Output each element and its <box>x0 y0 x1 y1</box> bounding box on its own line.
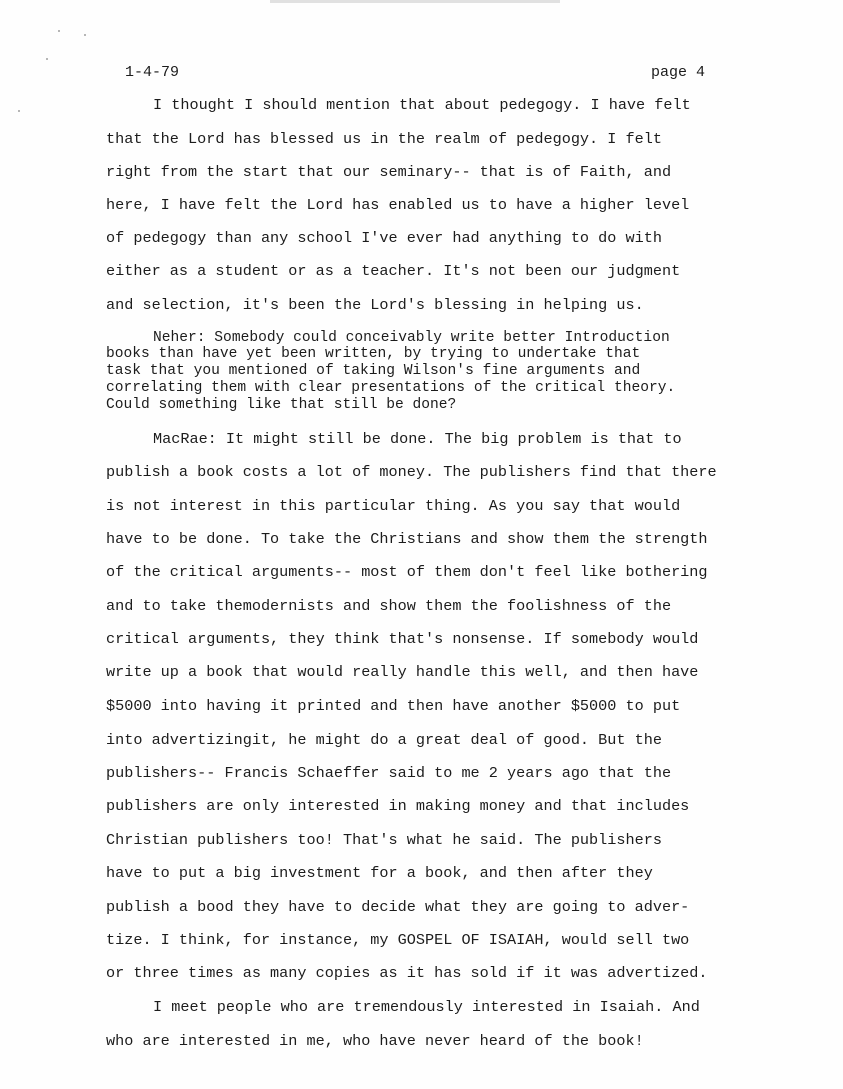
paragraph-line: have to put a big investment for a book, and then after they <box>106 864 653 882</box>
scan-speck <box>46 58 48 60</box>
paragraph-line: into advertizingit, he might do a great deal of good. But the <box>106 731 662 749</box>
scan-top-mark <box>270 0 560 3</box>
paragraph-line: MacRae: It might still be done. The big problem is that to <box>153 430 682 448</box>
paragraph-line: and to take themodernists and show them the foolishness of the <box>106 597 672 615</box>
paragraph-line: I thought I should mention that about pedegogy. I have felt <box>153 96 691 114</box>
paragraph-line: publishers-- Francis Schaeffer said to me 2 years ago that the <box>106 764 672 782</box>
paragraph-line: task that you mentioned of taking Wilson's fine arguments and <box>106 363 641 379</box>
header-date: 1-4-79 <box>125 64 180 81</box>
paragraph-line: Could something like that still be done? <box>106 397 457 413</box>
paragraph-line: and selection, it's been the Lord's blessing in helping us. <box>106 296 644 314</box>
paragraph-line: correlating them with clear presentations of the critical theory. <box>106 380 676 396</box>
paragraph-line: either as a student or as a teacher. It's not been our judgment <box>106 262 681 280</box>
paragraph-line: Christian publishers too! That's what he said. The publishers <box>106 831 662 849</box>
paragraph-line: write up a book that would really handle this well, and then have <box>106 663 699 681</box>
paragraph-line: that the Lord has blessed us in the realm of pedegogy. I felt <box>106 130 662 148</box>
paragraph-line: I meet people who are tremendously interested in Isaiah. And <box>153 998 700 1016</box>
scan-speck <box>58 30 60 32</box>
paragraph-line: publish a book costs a lot of money. The publishers find that there <box>106 463 717 481</box>
page-header <box>125 64 705 84</box>
paragraph-line: publishers are only interested in making money and that includes <box>106 797 690 815</box>
paragraph-line: tize. I think, for instance, my GOSPEL OF ISAIAH, would sell two <box>106 931 690 949</box>
paragraph-line: $5000 into having it printed and then have another $5000 to put <box>106 697 681 715</box>
paragraph-line: is not interest in this particular thing. As you say that would <box>106 497 681 515</box>
paragraph-line: right from the start that our seminary-- that is of Faith, and <box>106 163 672 181</box>
paragraph-line: have to be done. To take the Christians and show them the strength <box>106 530 708 548</box>
paragraph-line: or three times as many copies as it has sold if it was advertized. <box>106 964 708 982</box>
paragraph-line: critical arguments, they think that's nonsense. If somebody would <box>106 630 699 648</box>
paragraph-line: here, I have felt the Lord has enabled us to have a higher level <box>106 196 690 214</box>
paragraph-line: of pedegogy than any school I've ever had anything to do with <box>106 229 662 247</box>
scan-speck <box>84 34 86 36</box>
paragraph-line: Neher: Somebody could conceivably write better Introduction <box>153 330 670 346</box>
header-page-number: page 4 <box>650 64 705 81</box>
paragraph-line: books than have yet been written, by trying to undertake that <box>106 346 641 362</box>
scan-speck <box>18 110 20 112</box>
paragraph-line: publish a bood they have to decide what they are going to adver- <box>106 898 690 916</box>
paragraph-line: who are interested in me, who have never heard of the book! <box>106 1032 644 1050</box>
paragraph-line: of the critical arguments-- most of them don't feel like bothering <box>106 563 708 581</box>
